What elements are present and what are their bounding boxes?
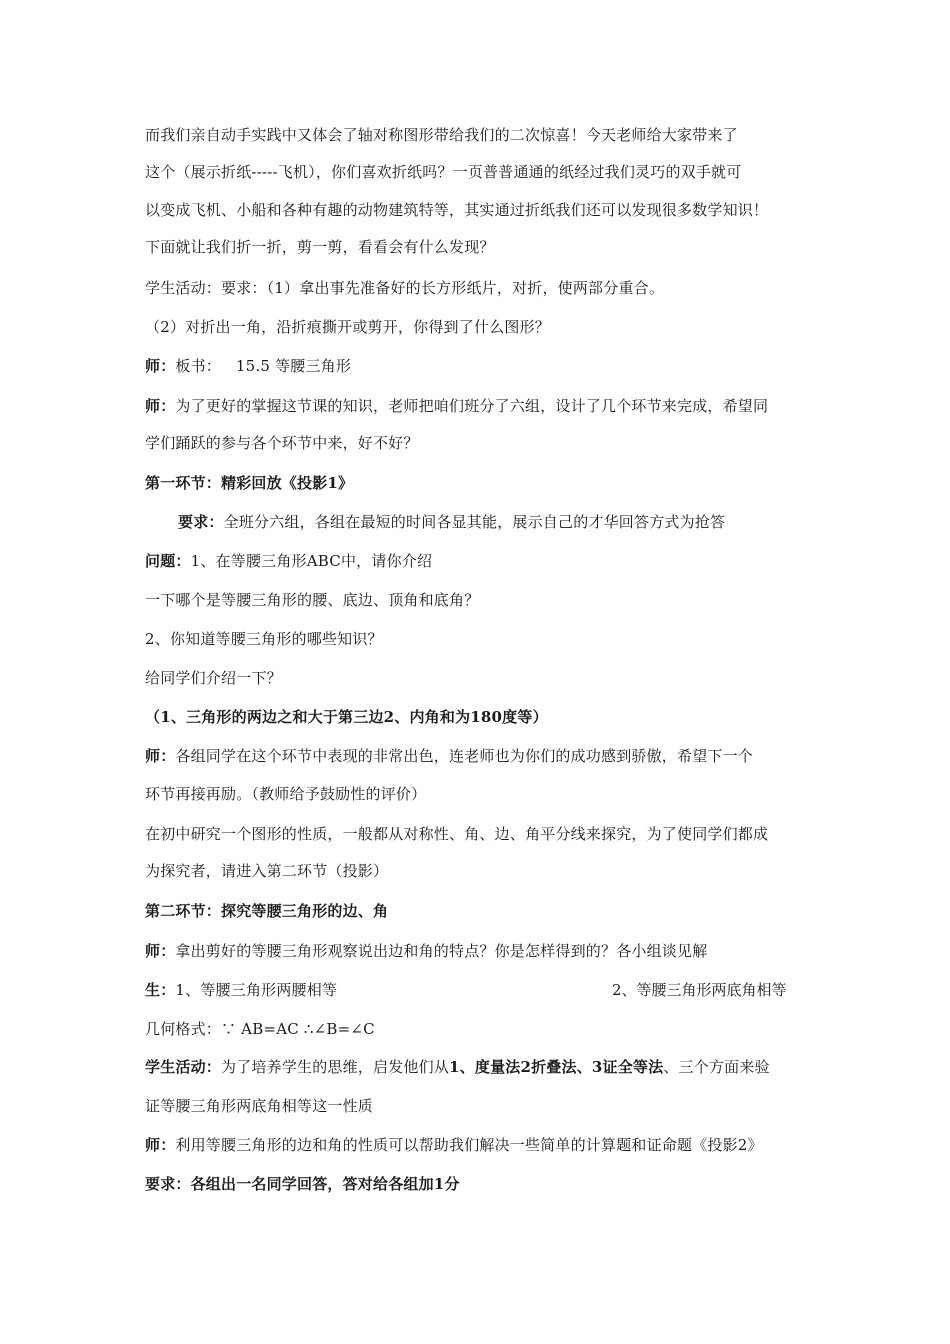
line-text: 为了更好的掌握这节课的知识，老师把咱们班分了六组，设计了几个环节来完成，希望同 [175,397,769,415]
student-line-right: 2、等腰三角形两底角相等 [612,981,787,999]
speaker-label: 生： [145,981,176,999]
paragraph-line: 以变成飞机、小船和各种有趣的动物建筑特等，其实通过折纸我们还可以发现很多数学知识！ [145,201,769,219]
paragraph-line: 而我们亲自动手实践中又体会了轴对称图形带给我们的二次惊喜！今天老师给大家带来了 [145,126,738,144]
paragraph-line: 学们踊跃的参与各个环节中来，好不好？ [145,434,419,452]
line-text: 各组同学在这个环节中表现的非常出色，连老师也为你们的成功感到骄傲，希望下一个 [175,747,754,765]
paragraph-line: 这个（展示折纸-----飞机），你们喜欢折纸吗？一页普普通通的纸经过我们灵巧的双手就可 [145,163,742,181]
line-text: 板书： 15.5 等腰三角形 [175,357,352,375]
line-text: 拿出剪好的等腰三角形观察说出边和角的特点？你是怎样得到的？各小组谈见解 [175,942,708,960]
line-text: 1、在等腰三角形ABC中，请你介绍 [190,552,433,570]
paragraph-line: 给同学们介绍一下？ [145,669,282,687]
question-line [145,551,432,571]
teacher-line [145,356,351,376]
teacher-line [145,941,707,961]
teacher-line [145,396,768,416]
paragraph-line: 环节再接再励。（教师给予鼓励性的评价） [145,785,427,803]
paragraph-line: 一下哪个是等腰三角形的腰、底边、顶角和底角？ [145,591,480,609]
speaker-label: 师： [145,1136,176,1154]
requirement-line: 要求：各组出一名同学回答，答对给各组加1分 [145,1175,460,1193]
line-text: 利用等腰三角形的边和角的性质可以帮助我们解决一些简单的计算题和证命题《投影2》 [175,1136,763,1154]
paragraph-line: （2）对折出一角，沿折痕撕开或剪开，你得到了什么图形？ [145,318,550,336]
activity-label: 学生活动： [145,1058,222,1076]
line-text: 1、等腰三角形两腰相等 [175,981,338,999]
line-text: 全班分六组，各组在最短的时间各显其能，展示自己的才华回答方式为抢答 [223,513,726,531]
paragraph-line: 为探究者，请进入第二环节（投影） [145,862,389,880]
student-activity-line: 学生活动：要求：（1）拿出事先准备好的长方形纸片，对折，使两部分重合。 [145,279,665,297]
speaker-label: 师： [145,747,176,765]
section-heading: 第一环节：精彩回放《投影1》 [145,474,354,492]
requirement-line [178,512,725,532]
paragraph-line: 2、你知道等腰三角形的哪些知识？ [145,630,383,648]
section-heading: 第二环节：探究等腰三角形的边、角 [145,902,389,920]
paragraph-line: 证等腰三角形两底角相等这一性质 [145,1097,374,1115]
teacher-line [145,746,753,766]
paragraph-line: 下面就让我们折一折，剪一剪，看看会有什么发现？ [145,238,495,256]
student-line [145,980,337,1000]
speaker-label: 师： [145,397,176,415]
line-text: 为了培养学生的思维，启发他们从 [221,1058,450,1076]
teacher-line [145,1135,763,1155]
speaker-label: 师： [145,357,176,375]
paragraph-line: 在初中研究一个图形的性质，一般都从对称性、角、边、角平分线来探究，为了使同学们都成 [145,825,769,843]
speaker-label: 师： [145,942,176,960]
question-label: 问题： [145,552,191,570]
requirement-label: 要求： [178,513,224,531]
line-text: 、三个方面来验 [663,1058,770,1076]
geometry-format-line: 几何格式：∵ AB=AC ∴∠B=∠C [145,1020,375,1038]
methods-text: 1、度量法2折叠法、3证全等法 [449,1058,664,1076]
answer-line: （1、三角形的两边之和大于第三边2、内角和为180度等） [145,708,548,726]
student-activity-line [145,1057,770,1077]
